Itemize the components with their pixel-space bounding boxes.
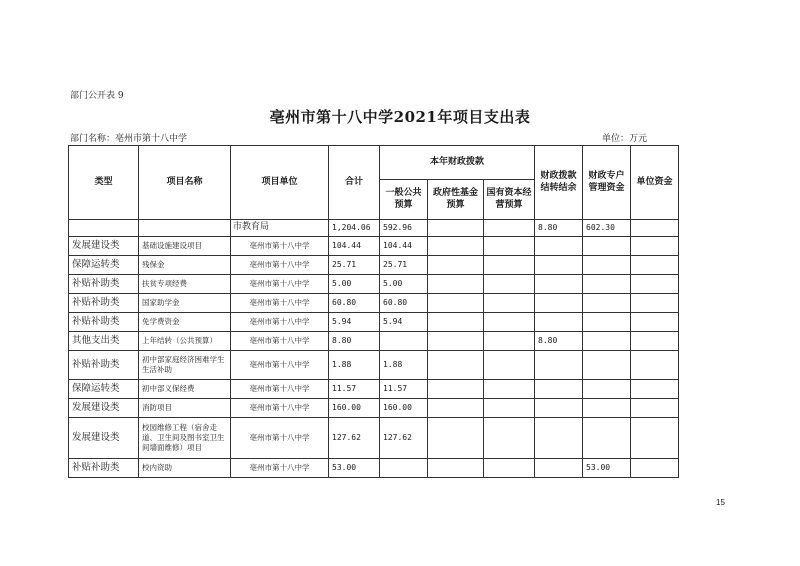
row-gov-fund <box>428 380 484 399</box>
header-general-budget: 一般公共预算 <box>380 180 428 220</box>
row-project-name: 初中部家庭经济困难学生生活补助 <box>139 351 231 380</box>
row-unit-funds <box>631 275 679 294</box>
row-state-capital <box>484 332 535 351</box>
row-carryover <box>535 256 583 275</box>
row-carryover <box>535 351 583 380</box>
table-row <box>69 459 679 478</box>
row-total: 11.57 <box>329 380 380 399</box>
row-general-budget: 127.62 <box>380 418 428 459</box>
unit-label: 单位：万元 <box>602 134 648 144</box>
row-type: 补贴补助类 <box>69 294 139 313</box>
row-project-unit: 亳州市第十八中学 <box>231 294 329 313</box>
row-project-name <box>139 220 231 237</box>
row-gov-fund <box>428 275 484 294</box>
row-type: 补贴补助类 <box>69 313 139 332</box>
row-special-account <box>583 313 631 332</box>
row-type: 补贴补助类 <box>69 351 139 380</box>
project-expenditure-table <box>68 145 679 478</box>
row-general-budget: 60.80 <box>380 294 428 313</box>
row-total: 8.80 <box>329 332 380 351</box>
header-state-capital: 国有资本经营预算 <box>484 180 535 220</box>
row-total: 5.94 <box>329 313 380 332</box>
row-project-name: 国家助学金 <box>139 294 231 313</box>
row-special-account <box>583 256 631 275</box>
row-gov-fund <box>428 256 484 275</box>
row-gov-fund <box>428 399 484 418</box>
row-project-name: 校园维修工程（宿舍走道、卫生间及图书室卫生间墙面维修）项目 <box>139 418 231 459</box>
table-row <box>69 351 679 380</box>
row-type: 其他支出类 <box>69 332 139 351</box>
row-unit-funds <box>631 399 679 418</box>
header-fiscal-group: 本年财政拨款 <box>380 146 535 180</box>
table-body <box>69 220 679 478</box>
row-general-budget <box>380 459 428 478</box>
header-carryover: 财政拨款结转结余 <box>535 146 583 220</box>
row-special-account <box>583 237 631 256</box>
row-gov-fund <box>428 294 484 313</box>
row-state-capital <box>484 459 535 478</box>
row-general-budget: 11.57 <box>380 380 428 399</box>
row-type: 补贴补助类 <box>69 275 139 294</box>
row-general-budget: 5.94 <box>380 313 428 332</box>
header-special-account: 财政专户管理资金 <box>583 146 631 220</box>
table-row <box>69 332 679 351</box>
row-general-budget <box>380 332 428 351</box>
row-special-account <box>583 399 631 418</box>
row-carryover <box>535 399 583 418</box>
row-gov-fund <box>428 220 484 237</box>
row-unit-funds <box>631 332 679 351</box>
table-row <box>69 313 679 332</box>
header-project-name: 项目名称 <box>139 146 231 220</box>
table-row <box>69 237 679 256</box>
row-state-capital <box>484 256 535 275</box>
page-number: 15 <box>716 498 725 507</box>
row-special-account: 53.00 <box>583 459 631 478</box>
row-project-name: 消防项目 <box>139 399 231 418</box>
table-row <box>69 294 679 313</box>
row-type: 保障运转类 <box>69 256 139 275</box>
row-carryover <box>535 275 583 294</box>
row-project-name: 校内资助 <box>139 459 231 478</box>
row-type: 发展建设类 <box>69 399 139 418</box>
row-total: 160.00 <box>329 399 380 418</box>
row-project-name: 残保金 <box>139 256 231 275</box>
row-unit-funds <box>631 237 679 256</box>
row-total: 1.88 <box>329 351 380 380</box>
row-special-account: 602.30 <box>583 220 631 237</box>
row-project-unit: 亳州市第十八中学 <box>231 313 329 332</box>
row-project-name: 扶贫专项经费 <box>139 275 231 294</box>
row-state-capital <box>484 380 535 399</box>
row-carryover <box>535 294 583 313</box>
header-project-unit: 项目单位 <box>231 146 329 220</box>
row-gov-fund <box>428 237 484 256</box>
row-gov-fund <box>428 418 484 459</box>
row-carryover <box>535 237 583 256</box>
row-carryover: 8.80 <box>535 332 583 351</box>
row-total: 60.80 <box>329 294 380 313</box>
row-project-unit: 亳州市第十八中学 <box>231 256 329 275</box>
table-row <box>69 418 679 459</box>
row-type: 补贴补助类 <box>69 459 139 478</box>
header-total: 合计 <box>329 146 380 220</box>
row-state-capital <box>484 237 535 256</box>
row-carryover <box>535 380 583 399</box>
row-project-unit: 亳州市第十八中学 <box>231 351 329 380</box>
row-gov-fund <box>428 313 484 332</box>
row-total: 127.62 <box>329 418 380 459</box>
row-special-account <box>583 418 631 459</box>
row-carryover <box>535 313 583 332</box>
row-type: 发展建设类 <box>69 237 139 256</box>
row-carryover <box>535 459 583 478</box>
row-special-account <box>583 275 631 294</box>
row-special-account <box>583 332 631 351</box>
row-total: 53.00 <box>329 459 380 478</box>
row-unit-funds <box>631 313 679 332</box>
row-type <box>69 220 139 237</box>
row-gov-fund <box>428 332 484 351</box>
row-general-budget: 104.44 <box>380 237 428 256</box>
row-special-account <box>583 380 631 399</box>
table-row <box>69 380 679 399</box>
row-special-account <box>583 294 631 313</box>
table-row <box>69 256 679 275</box>
row-general-budget: 5.00 <box>380 275 428 294</box>
row-state-capital <box>484 418 535 459</box>
row-project-name: 免学费资金 <box>139 313 231 332</box>
row-project-unit: 亳州市第十八中学 <box>231 275 329 294</box>
department-name: 部门名称：亳州市第十八中学 <box>70 134 188 144</box>
row-general-budget: 592.96 <box>380 220 428 237</box>
row-gov-fund <box>428 459 484 478</box>
row-unit-funds <box>631 459 679 478</box>
row-state-capital <box>484 275 535 294</box>
row-total: 5.00 <box>329 275 380 294</box>
row-general-budget: 25.71 <box>380 256 428 275</box>
row-state-capital <box>484 351 535 380</box>
row-unit-funds <box>631 351 679 380</box>
page-title: 亳州市第十八中学2021年项目支出表 <box>269 108 531 126</box>
header-type: 类型 <box>69 146 139 220</box>
row-total: 104.44 <box>329 237 380 256</box>
row-gov-fund <box>428 351 484 380</box>
row-carryover: 8.80 <box>535 220 583 237</box>
row-unit-funds <box>631 220 679 237</box>
row-state-capital <box>484 220 535 237</box>
row-state-capital <box>484 399 535 418</box>
row-general-budget: 1.88 <box>380 351 428 380</box>
row-project-name: 上年结转（公共预算） <box>139 332 231 351</box>
row-unit-funds <box>631 256 679 275</box>
row-state-capital <box>484 294 535 313</box>
row-project-unit: 亳州市第十八中学 <box>231 418 329 459</box>
table-row <box>69 275 679 294</box>
row-project-unit: 亳州市第十八中学 <box>231 380 329 399</box>
page-label: 部门公开表 9 <box>70 91 124 101</box>
row-project-name: 初中部义保经费 <box>139 380 231 399</box>
row-type: 发展建设类 <box>69 418 139 459</box>
row-project-name: 基础设施建设项目 <box>139 237 231 256</box>
row-project-unit: 亳州市第十八中学 <box>231 237 329 256</box>
table-row <box>69 220 679 237</box>
row-project-unit: 亳州市第十八中学 <box>231 399 329 418</box>
row-unit-funds <box>631 418 679 459</box>
row-project-unit: 市教育局 <box>231 220 329 237</box>
row-project-unit: 亳州市第十八中学 <box>231 332 329 351</box>
header-unit-funds: 单位资金 <box>631 146 679 220</box>
row-total: 25.71 <box>329 256 380 275</box>
row-type: 保障运转类 <box>69 380 139 399</box>
header-gov-fund: 政府性基金预算 <box>428 180 484 220</box>
row-general-budget: 160.00 <box>380 399 428 418</box>
table-row <box>69 399 679 418</box>
row-total: 1,204.06 <box>329 220 380 237</box>
row-unit-funds <box>631 380 679 399</box>
row-special-account <box>583 351 631 380</box>
row-project-unit: 亳州市第十八中学 <box>231 459 329 478</box>
row-state-capital <box>484 313 535 332</box>
row-carryover <box>535 418 583 459</box>
row-unit-funds <box>631 294 679 313</box>
